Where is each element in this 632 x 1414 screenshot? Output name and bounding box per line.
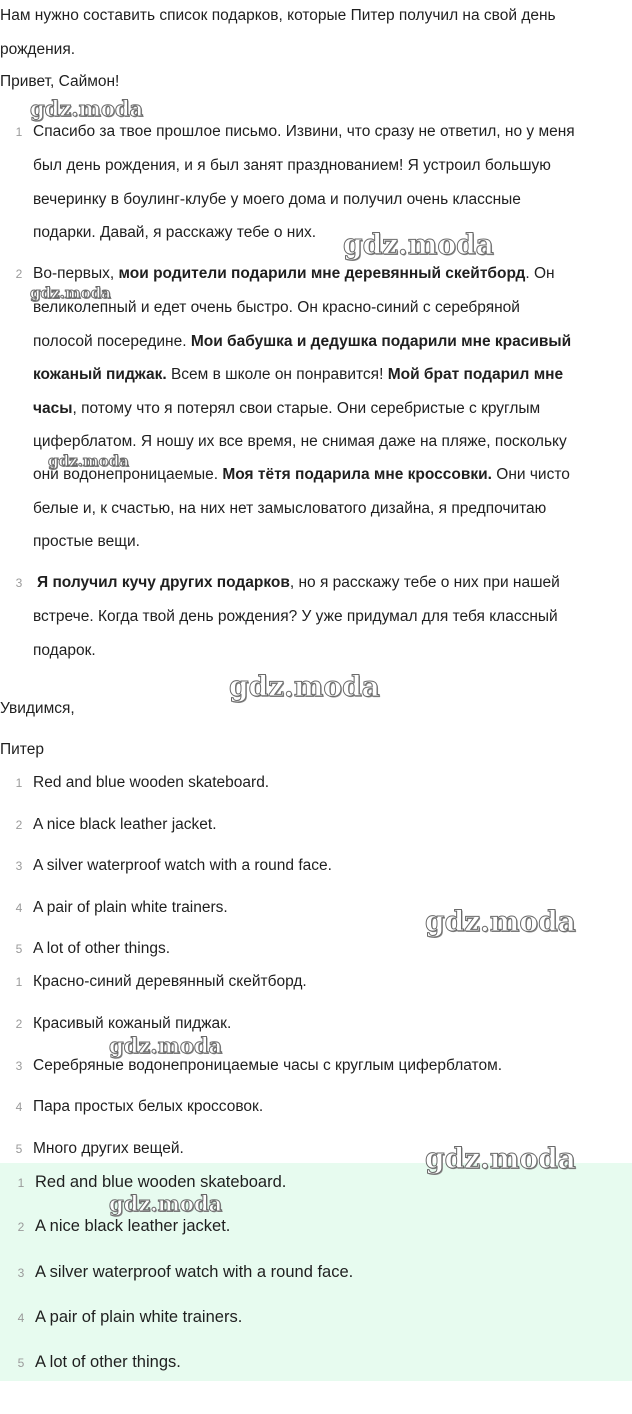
paragraph-2-line: полосой посередине. Мои бабушка и дедушка подарили мне красивый: [33, 333, 572, 350]
answer-item: A lot of other things.: [35, 1353, 181, 1371]
watermark: gdz.moda: [109, 1033, 223, 1058]
paragraph-1-line: вечеринку в боулинг-клубе у моего дома и получил очень классные: [33, 191, 521, 208]
paragraph-number: 1: [15, 125, 23, 139]
watermark: gdz.moda: [48, 452, 129, 470]
list-number: 4: [15, 901, 23, 915]
watermark: gdz.moda: [425, 905, 576, 938]
answer-item: Red and blue wooden skateboard.: [35, 1173, 287, 1191]
paragraph-2-line: циферблатом. Я ношу их все время, не снимая даже на пляже, поскольку: [33, 433, 567, 450]
watermark: gdz.moda: [343, 228, 494, 261]
paragraph-3-line: Я получил кучу других подарков, но я расскажу тебе о них при нашей: [37, 574, 560, 591]
watermark: gdz.moda: [30, 284, 111, 302]
watermark: gdz.moda: [30, 96, 144, 121]
answer-item: A nice black leather jacket.: [35, 1217, 231, 1235]
answer-box: [0, 1163, 632, 1381]
highlight-parents-gift: мои родители подарили мне деревянный скейтборд: [118, 265, 526, 282]
list-number: 2: [15, 1017, 23, 1031]
paragraph-2-line: они водонепроницаемые. Моя тётя подарила мне кроссовки. Они чисто: [33, 466, 570, 483]
list-item: Red and blue wooden skateboard.: [33, 774, 270, 791]
list-item: A nice black leather jacket.: [33, 816, 217, 833]
paragraph-2-line: часы, потому что я потерял свои старые. Они серебристые с круглым: [33, 400, 541, 417]
task-text-line-2: рождения.: [0, 41, 76, 58]
paragraph-3-line: подарок.: [33, 642, 96, 659]
list-item: Много других вещей.: [33, 1140, 184, 1157]
list-number: 5: [15, 1142, 23, 1156]
list-item: A lot of other things.: [33, 940, 171, 957]
watermark: gdz.moda: [229, 670, 380, 703]
paragraph-2-line: великолепный и едет очень быстро. Он красно-синий с серебряной: [33, 299, 520, 316]
list-item: Красивый кожаный пиджак.: [33, 1015, 232, 1032]
list-number: 3: [15, 859, 23, 873]
signature: Питер: [0, 741, 44, 758]
greeting: Привет, Саймон!: [0, 73, 120, 90]
highlight-brother-gift: Мой брат подарил мне: [387, 366, 564, 383]
answer-number: 3: [17, 1266, 25, 1280]
paragraph-2-line: белые и, к счастью, на них нет замысловатого дизайна, я предпочитаю: [33, 500, 547, 517]
list-item: Серебряные водонепроницаемые часы с круглым циферблатом.: [33, 1057, 503, 1074]
list-item: A pair of plain white trainers.: [33, 899, 228, 916]
paragraph-1-line: Спасибо за твое прошлое письмо. Извини, что сразу не ответил, но у меня: [33, 123, 575, 140]
paragraph-2-line: кожаный пиджак. Всем в школе он понравится! Мой брат подарил мне: [33, 366, 564, 383]
watermark: gdz.moda: [109, 1191, 223, 1216]
paragraph-3-line: встрече. Когда твой день рождения? У уже придумал для тебя классный: [33, 608, 558, 625]
highlight-other-gifts: Я получил кучу других подарков: [37, 574, 290, 591]
watermark: gdz.moda: [425, 1142, 576, 1175]
answer-number: 5: [17, 1356, 25, 1370]
paragraph-2-line: простые вещи.: [33, 533, 140, 550]
list-number: 5: [15, 942, 23, 956]
paragraph-number: 2: [15, 267, 23, 281]
paragraph-number: 3: [15, 576, 23, 590]
list-number: 1: [15, 975, 23, 989]
list-item: Пара простых белых кроссовок.: [33, 1098, 264, 1115]
list-number: 2: [15, 818, 23, 832]
closing: Увидимся,: [0, 700, 75, 717]
highlight-grandparents-gift: Мои бабушка и дедушка подарили мне красивый: [190, 333, 572, 350]
task-text-line-1: Нам нужно составить список подарков, которые Питер получил на свой день: [0, 7, 556, 24]
list-item: A silver waterproof watch with a round face.: [33, 857, 332, 874]
answer-number: 1: [17, 1176, 25, 1190]
list-number: 1: [15, 776, 23, 790]
paragraph-2-line: Во-первых, мои родители подарили мне деревянный скейтборд. Он: [33, 265, 555, 282]
paragraph-1-line: был день рождения, и я был занят празднованием! Я устроил большую: [33, 157, 551, 174]
answer-item: A pair of plain white trainers.: [35, 1308, 243, 1326]
list-item: Красно-синий деревянный скейтборд.: [33, 973, 307, 990]
paragraph-1-line: подарки. Давай, я расскажу тебе о них.: [33, 224, 317, 241]
answer-item: A silver waterproof watch with a round face.: [35, 1263, 354, 1281]
answer-number: 4: [17, 1311, 25, 1325]
list-number: 3: [15, 1059, 23, 1073]
highlight-aunt-gift: Моя тётя подарила мне кроссовки.: [222, 466, 492, 483]
list-number: 4: [15, 1100, 23, 1114]
answer-number: 2: [17, 1220, 25, 1234]
